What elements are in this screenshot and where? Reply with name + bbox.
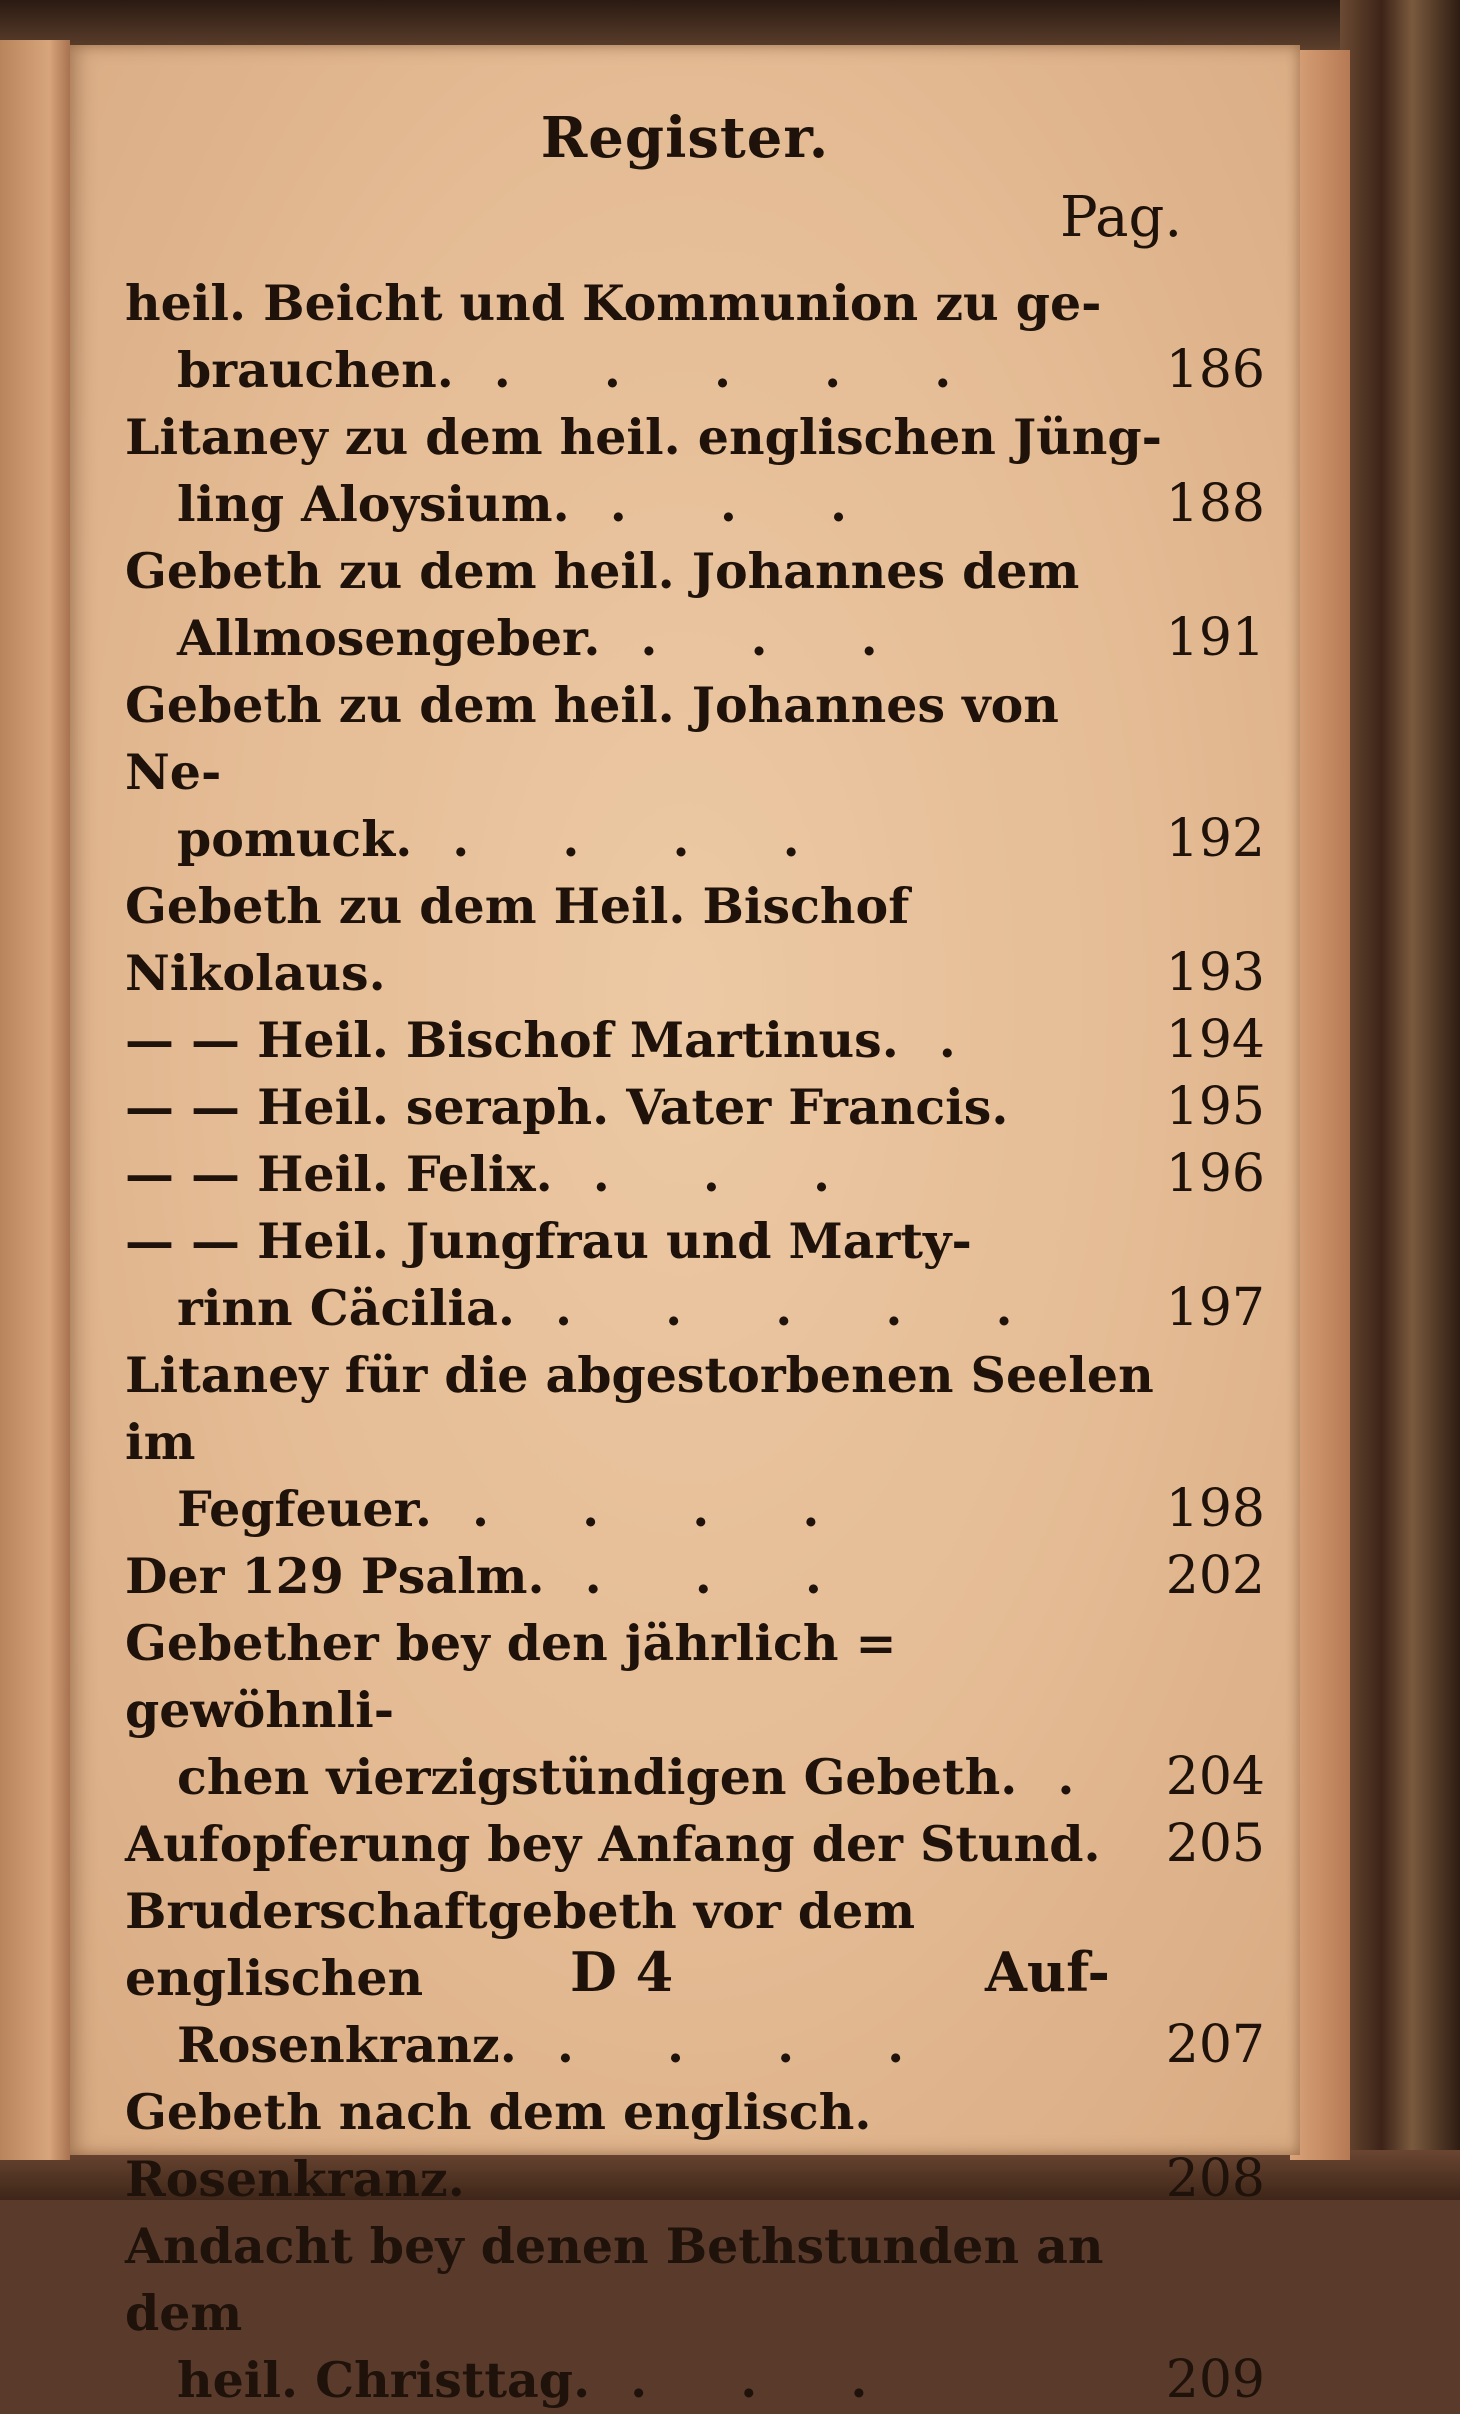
register-entry (125, 1208, 1265, 1342)
entry-text (125, 1007, 1165, 1074)
entry-title-line: Gebeth nach dem englisch. Rosenkranz. (125, 2083, 872, 2208)
entry-title-line: — — Heil. Felix. (125, 1145, 553, 1203)
register-entry (125, 538, 1265, 672)
book-cover-top (0, 0, 1460, 50)
leader-dots: . (1057, 1748, 1113, 1806)
register-entry (125, 1342, 1265, 1543)
catchword: Auf- (985, 1940, 1110, 2004)
entry-text (125, 672, 1165, 873)
leader-dots: . . . . (452, 810, 838, 868)
entry-title-line: — — Heil. seraph. Vater Francis. (125, 1078, 1009, 1136)
book-page (70, 45, 1300, 2410)
book-cover-right (1340, 0, 1460, 2200)
entry-continuation-line (125, 1744, 1165, 1811)
entry-continuation-text: ling Aloysium. (177, 475, 570, 533)
entry-continuation-text: Allmosengeber. (177, 609, 601, 667)
entry-continuation-text: Rosenkranz. (177, 2016, 517, 2074)
entry-title-line: — — Heil. Bischof Martinus. (125, 1011, 899, 1069)
page-title: Register. (540, 105, 830, 171)
entry-page-number: 192 (1165, 809, 1265, 869)
entry-text (125, 1543, 1165, 1610)
entry-text (125, 404, 1165, 538)
register-entry (125, 672, 1265, 873)
entry-continuation-text: heil. Christtag. (177, 2351, 591, 2409)
entry-continuation-text: chen vierzigstündigen Gebeth. (177, 1748, 1018, 1806)
entry-page-number: 202 (1165, 1546, 1265, 1606)
register-entry (125, 1543, 1265, 1610)
entry-continuation-line (125, 471, 1165, 538)
entry-title-line: Gebeth zu dem Heil. Bischof Nikolaus. (125, 877, 910, 1002)
register-list (125, 270, 1265, 2414)
entry-continuation-text: Fegfeuer. (177, 1480, 432, 1538)
entry-text (125, 873, 1165, 1007)
leader-dots: . . . (609, 475, 885, 533)
entry-title-line: Bruderschaftgebeth vor dem englischen (125, 1882, 916, 2007)
entry-continuation-text: pomuck. (177, 810, 413, 868)
entry-page-number: 193 (1165, 943, 1265, 1003)
entry-title-line: — — Heil. Jungfrau und Marty- (125, 1212, 972, 1270)
register-entry (125, 2079, 1265, 2213)
entry-page-number: 194 (1165, 1010, 1265, 1070)
leader-dots: . . . . . (493, 341, 990, 399)
entry-page-number: 196 (1165, 1144, 1265, 1204)
register-entry (125, 2213, 1265, 2414)
entry-page-number: 186 (1165, 340, 1265, 400)
entry-title-line: Der 129 Psalm. (125, 1547, 545, 1605)
entry-text (125, 1342, 1165, 1543)
entry-page-number: 191 (1165, 608, 1265, 668)
leader-dots: . . . . (471, 1480, 858, 1538)
entry-continuation-line (125, 1476, 1165, 1543)
entry-page-number: 195 (1165, 1077, 1265, 1137)
entry-text (125, 538, 1165, 672)
entry-text (125, 1074, 1165, 1141)
register-entry (125, 1811, 1265, 1878)
entry-text (125, 1141, 1165, 1208)
entry-title-line: Litaney zu dem heil. englischen Jüng- (125, 408, 1163, 466)
leader-dots: . . . . (556, 2016, 943, 2074)
entry-title-line: Litaney für die abgestorbenen Seelen im (125, 1346, 1154, 1471)
register-entry (125, 1141, 1265, 1208)
leader-dots: . . . (640, 609, 916, 667)
register-entry (125, 1074, 1265, 1141)
entry-page-number: 198 (1165, 1479, 1265, 1539)
facing-page-edge (0, 40, 70, 2160)
entry-text (125, 1208, 1165, 1342)
entry-page-number: 204 (1165, 1747, 1265, 1807)
entry-continuation-line (125, 605, 1165, 672)
entry-title-line: Gebeth zu dem heil. Johannes von Ne- (125, 676, 1059, 801)
entry-page-number: 205 (1165, 1814, 1265, 1874)
register-entry (125, 270, 1265, 404)
entry-page-number: 209 (1165, 2350, 1265, 2410)
leader-dots: . . . (630, 2351, 906, 2409)
entry-text (125, 2213, 1165, 2414)
entry-continuation-line (125, 337, 1165, 404)
leader-dots: . . . . . (554, 1279, 1051, 1337)
entry-text (125, 270, 1165, 404)
entry-title-line: Gebether bey den jährlich = gewöhnli- (125, 1614, 897, 1739)
entry-continuation-line (125, 1275, 1165, 1342)
leader-dots: . . . (584, 1547, 860, 1605)
page-column-label: Pag. (1060, 185, 1183, 250)
register-entry (125, 1610, 1265, 1811)
entry-text (125, 1610, 1165, 1811)
register-entry (125, 1007, 1265, 1074)
entry-continuation-line (125, 2012, 1165, 2079)
entry-title-line: Andacht bey denen Bethstunden an dem (125, 2217, 1104, 2342)
entry-title-line: heil. Beicht und Kommunion zu ge- (125, 274, 1102, 332)
entry-text (125, 1811, 1165, 1878)
entry-page-number: 208 (1165, 2149, 1265, 2209)
entry-title-line: Aufopferung bey Anfang der Stund. (125, 1815, 1101, 1873)
register-entry (125, 404, 1265, 538)
leader-dots: . (938, 1011, 994, 1069)
entry-text (125, 2079, 1165, 2213)
leader-dots: . . . (592, 1145, 869, 1203)
register-entry (125, 873, 1265, 1007)
entry-continuation-text: rinn Cäcilia. (177, 1279, 515, 1337)
entry-continuation-text: brauchen. (177, 341, 454, 399)
entry-page-number: 207 (1165, 2015, 1265, 2075)
entry-continuation-line (125, 806, 1165, 873)
entry-page-number: 197 (1165, 1278, 1265, 1338)
entry-title-line: Gebeth zu dem heil. Johannes dem (125, 542, 1080, 600)
entry-page-number: 188 (1165, 474, 1265, 534)
entry-continuation-line (125, 2347, 1165, 2414)
signature-mark: D 4 (570, 1940, 674, 2004)
